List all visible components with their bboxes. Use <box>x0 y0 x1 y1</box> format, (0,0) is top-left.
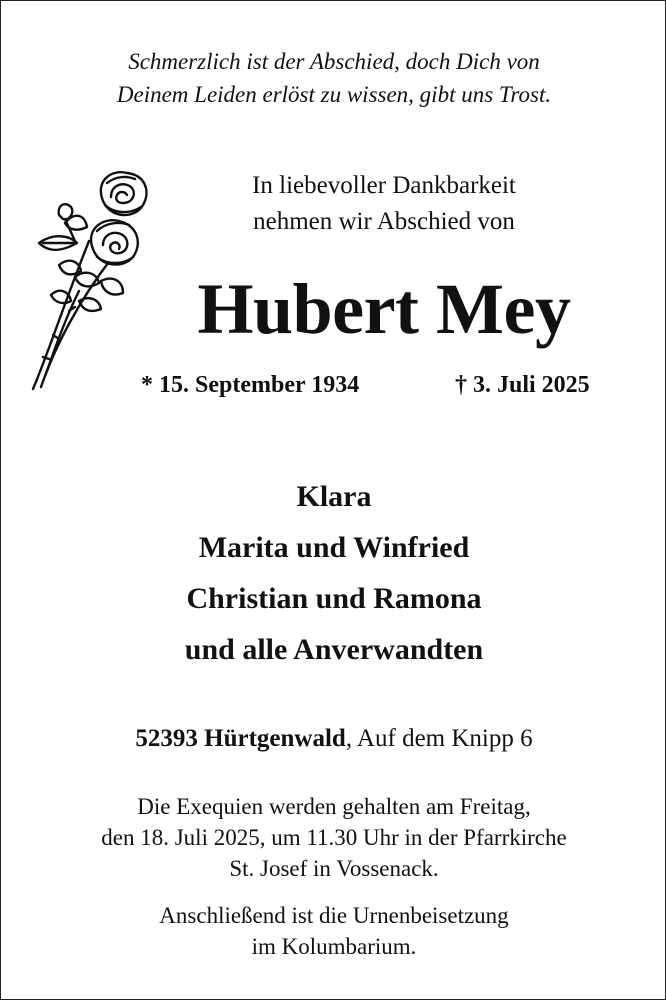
family-member: Klara <box>296 480 372 513</box>
service-line-2: den 18. Juli 2025, um 11.30 Uhr in der Pfarrkirche <box>101 825 567 850</box>
motto-line-1: Schmerzlich ist der Abschied, doch Dich von <box>128 49 540 74</box>
life-dates <box>141 369 641 401</box>
family-list <box>1 471 666 675</box>
intro-line-1: In liebevoller Dankbarkeit <box>252 172 516 199</box>
birth-date: * 15. September 1934 <box>141 372 360 398</box>
burial-info <box>1 900 666 962</box>
motto-line-2: Deinem Leiden erlöst zu wissen, gibt uns Trost. <box>116 82 552 107</box>
service-line-3: St. Josef in Vossenack. <box>229 856 439 881</box>
service-info <box>1 791 666 884</box>
intro-text <box>161 168 607 240</box>
address-street: , Auf dem Knipp 6 <box>345 725 533 752</box>
family-member: und alle Anverwandten <box>184 633 484 666</box>
address-town: 52393 Hürtgenwald <box>135 725 346 752</box>
address <box>1 722 666 756</box>
intro-line-2: nehmen wir Abschied von <box>253 208 515 235</box>
service-line-1: Die Exequien werden gehalten am Freitag, <box>137 794 531 819</box>
family-member: Marita und Winfried <box>198 531 470 564</box>
death-date: † 3. Juli 2025 <box>455 372 590 398</box>
family-member: Christian und Ramona <box>186 582 482 615</box>
deceased-name: Hubert Mey <box>197 269 571 349</box>
rose-icon <box>19 161 153 393</box>
burial-line-2: im Kolumbarium. <box>251 934 417 959</box>
burial-line-1: Anschließend ist die Urnenbeisetzung <box>159 903 509 928</box>
motto <box>1 45 666 111</box>
